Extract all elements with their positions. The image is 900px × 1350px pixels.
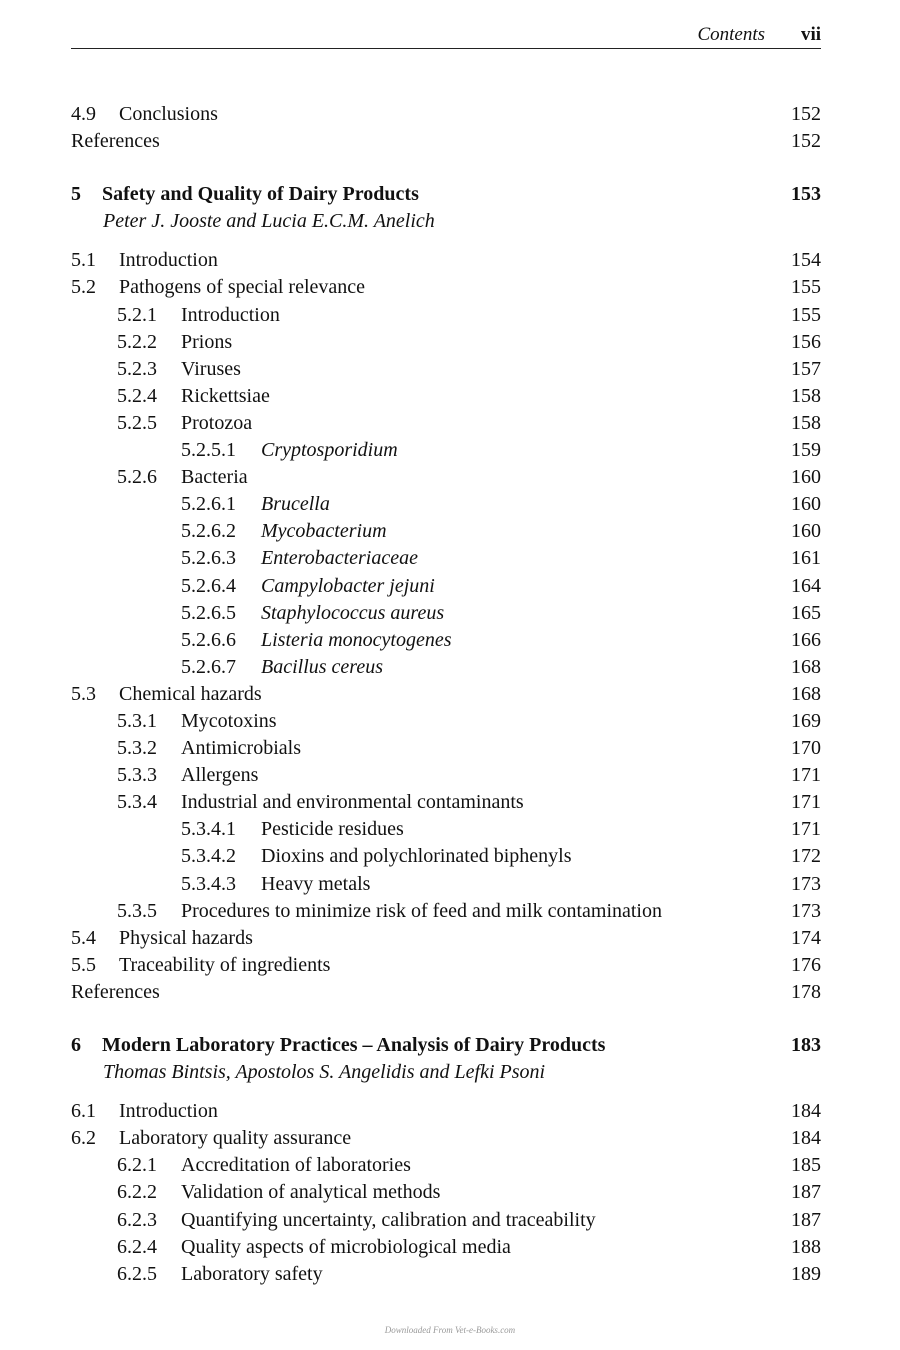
table-of-contents: [71, 101, 821, 1288]
entry-page: 168: [791, 682, 821, 705]
entry-page: 171: [791, 764, 821, 787]
entry-title: Pathogens of special relevance: [119, 276, 366, 299]
entry-page: 160: [791, 520, 821, 543]
chapter-authors: [71, 1059, 821, 1086]
toc-entry-5-3-4-2[interactable]: [71, 843, 821, 870]
toc-entry-5-2-6-6[interactable]: [71, 627, 821, 654]
entry-page: 158: [791, 411, 821, 434]
toc-entry-5-3-4[interactable]: [71, 789, 821, 816]
entry-page: 159: [791, 439, 821, 462]
entry-page: 158: [791, 384, 821, 407]
entry-title: Staphylococcus aureus: [261, 601, 445, 624]
entry-number: 6.2.4: [117, 1235, 157, 1258]
toc-entry-5-2-5[interactable]: [71, 410, 821, 437]
entry-page: 168: [791, 655, 821, 678]
entry-number: 5.2.6.1: [181, 493, 236, 516]
toc-entry-5-2-6-7[interactable]: [71, 654, 821, 681]
authors-text: Thomas Bintsis, Apostolos S. Angelidis and Lefki Psoni: [103, 1061, 546, 1084]
entry-page: 171: [791, 818, 821, 841]
entry-number: 5.1: [71, 249, 96, 272]
entry-title: Brucella: [261, 493, 330, 516]
entry-title: Mycobacterium: [261, 520, 387, 543]
toc-entry-5-4[interactable]: [71, 925, 821, 952]
entry-number: 5.3.4.3: [181, 872, 236, 895]
entry-number: 5.3.4: [117, 791, 157, 814]
entry-number: 5.3: [71, 682, 96, 705]
toc-entry-6-2[interactable]: [71, 1125, 821, 1152]
entry-page: 152: [791, 103, 821, 125]
entry-page: 173: [791, 872, 821, 895]
chapter-5-entries: [71, 247, 821, 1006]
entry-title: Rickettsiae: [181, 384, 270, 407]
entry-title: Campylobacter jejuni: [261, 574, 435, 597]
toc-entry-references[interactable]: [71, 979, 821, 1006]
entry-title: Procedures to minimize risk of feed and milk contamination: [181, 899, 662, 922]
entry-page: 187: [791, 1208, 821, 1231]
entry-number: 5.3.4.2: [181, 845, 236, 868]
toc-entry-5-3-2[interactable]: [71, 735, 821, 762]
entry-number: 5.2.5: [117, 411, 157, 434]
toc-entry-5-2[interactable]: [71, 274, 821, 301]
chapter-heading-5[interactable]: [71, 181, 821, 208]
toc-entry-6-2-5[interactable]: [71, 1261, 821, 1288]
entry-page: 185: [791, 1154, 821, 1177]
chapter-authors: [71, 208, 821, 235]
entry-page: 189: [791, 1262, 821, 1285]
entry-number: 5.2.3: [117, 357, 157, 380]
entry-number: 5.2.6.4: [181, 574, 236, 597]
entry-page: 178: [791, 980, 821, 1003]
watermark: Downloaded From Vet-e-Books.com: [384, 1325, 516, 1335]
entry-title: Listeria monocytogenes: [261, 628, 452, 651]
toc-entry-5-2-6-1[interactable]: [71, 491, 821, 518]
entry-title: Viruses: [181, 357, 241, 380]
entry-page: 154: [791, 249, 821, 272]
entry-number: 5.2.6.5: [181, 601, 236, 624]
entry-page: 155: [791, 276, 821, 299]
entry-title: Introduction: [119, 249, 218, 272]
chapter-title: Safety and Quality of Dairy Products: [102, 183, 419, 206]
toc-entry-5-3-5[interactable]: [71, 898, 821, 925]
entry-title: Laboratory quality assurance: [119, 1127, 352, 1150]
entry-page: 160: [791, 493, 821, 516]
toc-entry-5-2-3[interactable]: [71, 356, 821, 383]
chapter-page: 153: [791, 183, 821, 206]
entry-title: Enterobacteriaceae: [261, 547, 418, 570]
entry-title: Validation of analytical methods: [181, 1181, 441, 1204]
toc-entry-5-2-4[interactable]: [71, 383, 821, 410]
entry-number: 5.2.6.2: [181, 520, 236, 543]
entry-title: Chemical hazards: [119, 682, 262, 705]
entry-number: 5.3.2: [117, 737, 157, 760]
toc-entry-5-3[interactable]: [71, 681, 821, 708]
entry-title: Bacillus cereus: [261, 655, 384, 678]
toc-entry-5-2-2[interactable]: [71, 329, 821, 356]
entry-number: 5.2.6: [117, 466, 157, 489]
entry-number: 5.2.1: [117, 303, 157, 326]
entry-page: 156: [791, 330, 821, 353]
toc-entry-5-3-3[interactable]: [71, 762, 821, 789]
entry-title: Protozoa: [181, 411, 253, 434]
entry-number: 5.2.6.6: [181, 628, 236, 651]
entry-page: 188: [791, 1235, 821, 1258]
entry-page: 166: [791, 628, 821, 651]
entry-number: 6.2.3: [117, 1208, 157, 1231]
entry-title: References: [71, 980, 160, 1003]
toc-entry-6-2-4[interactable]: [71, 1234, 821, 1261]
entry-page: 173: [791, 899, 821, 922]
entry-number: 5.5: [71, 953, 96, 976]
toc-entry-6-2-2[interactable]: [71, 1179, 821, 1206]
entry-number: 6.2.1: [117, 1154, 157, 1177]
entry-page: 155: [791, 303, 821, 326]
entry-title: Prions: [181, 330, 233, 353]
chapter-number: 6: [71, 1034, 81, 1056]
entry-number: 5.2.5.1: [181, 439, 236, 462]
entry-page: 161: [791, 547, 821, 570]
entry-page: 157: [791, 357, 821, 380]
entry-title: Quantifying uncertainty, calibration and traceability: [181, 1208, 596, 1231]
chapter-number: 5: [71, 183, 81, 206]
entry-page: 176: [791, 953, 821, 976]
entry-title: Mycotoxins: [181, 709, 277, 732]
toc-entry-5-2-6-4[interactable]: [71, 573, 821, 600]
page-number: vii: [800, 24, 821, 45]
entry-number: 6.2: [71, 1127, 96, 1150]
entry-number: 6.1: [71, 1100, 96, 1123]
entry-title: Allergens: [181, 764, 259, 787]
entry-title: Physical hazards: [119, 926, 253, 949]
chapter-heading-6[interactable]: [71, 1032, 821, 1059]
chapter-title: Modern Laboratory Practices – Analysis of Dairy Products: [102, 1034, 606, 1056]
entry-title: Quality aspects of microbiological media: [181, 1235, 511, 1258]
entry-title: Dioxins and polychlorinated biphenyls: [261, 845, 572, 868]
entry-page: 165: [791, 601, 821, 624]
toc-entry-5-2-6-5[interactable]: [71, 600, 821, 627]
entry-title: Heavy metals: [261, 872, 371, 895]
chapter-6-entries: [71, 1098, 821, 1288]
entry-title: Pesticide residues: [261, 818, 404, 841]
entry-page: 172: [791, 845, 821, 868]
toc-entry-6-2-1[interactable]: [71, 1152, 821, 1179]
entry-page: 164: [791, 574, 821, 597]
running-title: Contents: [697, 24, 765, 45]
entry-number: 5.3.1: [117, 709, 157, 732]
entry-page: 174: [791, 926, 821, 949]
entry-number: 5.3.4.1: [181, 818, 236, 841]
entry-number: 5.2.6.7: [181, 655, 236, 678]
entry-number: 5.4: [71, 926, 96, 949]
entry-number: 4.9: [71, 103, 96, 125]
toc-entry-5-1[interactable]: [71, 247, 821, 274]
toc-entry-6-2-3[interactable]: [71, 1207, 821, 1234]
toc-entry-5-2-6-2[interactable]: [71, 518, 821, 545]
entry-number: 5.2.2: [117, 330, 157, 353]
entry-title: Industrial and environmental contaminants: [181, 791, 524, 814]
entry-page: 152: [791, 130, 821, 153]
toc-entry-6-1[interactable]: [71, 1098, 821, 1125]
entry-title: References: [71, 130, 160, 153]
entry-number: 5.2.4: [117, 384, 157, 407]
authors-text: Peter J. Jooste and Lucia E.C.M. Anelich: [103, 210, 435, 233]
entry-page: 170: [791, 737, 821, 760]
toc-entry-references[interactable]: [71, 128, 821, 155]
entry-number: 6.2.5: [117, 1262, 157, 1285]
entry-title: Laboratory safety: [181, 1262, 323, 1285]
entry-title: Introduction: [181, 303, 280, 326]
entry-page: 187: [791, 1181, 821, 1204]
toc-entry-4-9[interactable]: [71, 101, 821, 128]
toc-entry-5-2-6-3[interactable]: [71, 545, 821, 572]
entry-title: Conclusions: [119, 103, 218, 125]
entry-title: Traceability of ingredients: [119, 953, 331, 976]
entry-page: 184: [791, 1100, 821, 1123]
toc-entry-5-2-6[interactable]: [71, 464, 821, 491]
entry-page: 160: [791, 466, 821, 489]
toc-entry-5-3-1[interactable]: [71, 708, 821, 735]
running-header: [71, 24, 821, 49]
entry-page: 169: [791, 709, 821, 732]
entry-number: 5.2: [71, 276, 96, 299]
toc-entry-5-3-4-3[interactable]: [71, 871, 821, 898]
entry-number: 5.2.6.3: [181, 547, 236, 570]
entry-number: 6.2.2: [117, 1181, 157, 1204]
toc-entry-5-3-4-1[interactable]: [71, 816, 821, 843]
toc-entry-5-2-1[interactable]: [71, 302, 821, 329]
entry-title: Introduction: [119, 1100, 218, 1123]
entry-title: Cryptosporidium: [261, 439, 398, 462]
toc-entry-5-2-5-1[interactable]: [71, 437, 821, 464]
entry-number: 5.3.3: [117, 764, 157, 787]
entry-title: Antimicrobials: [181, 737, 301, 760]
entry-title: Bacteria: [181, 466, 248, 489]
entry-title: Accreditation of laboratories: [181, 1154, 411, 1177]
entry-page: 184: [791, 1127, 821, 1150]
chapter-page: 183: [791, 1034, 821, 1056]
toc-entry-5-5[interactable]: [71, 952, 821, 979]
entry-number: 5.3.5: [117, 899, 157, 922]
entry-page: 171: [791, 791, 821, 814]
